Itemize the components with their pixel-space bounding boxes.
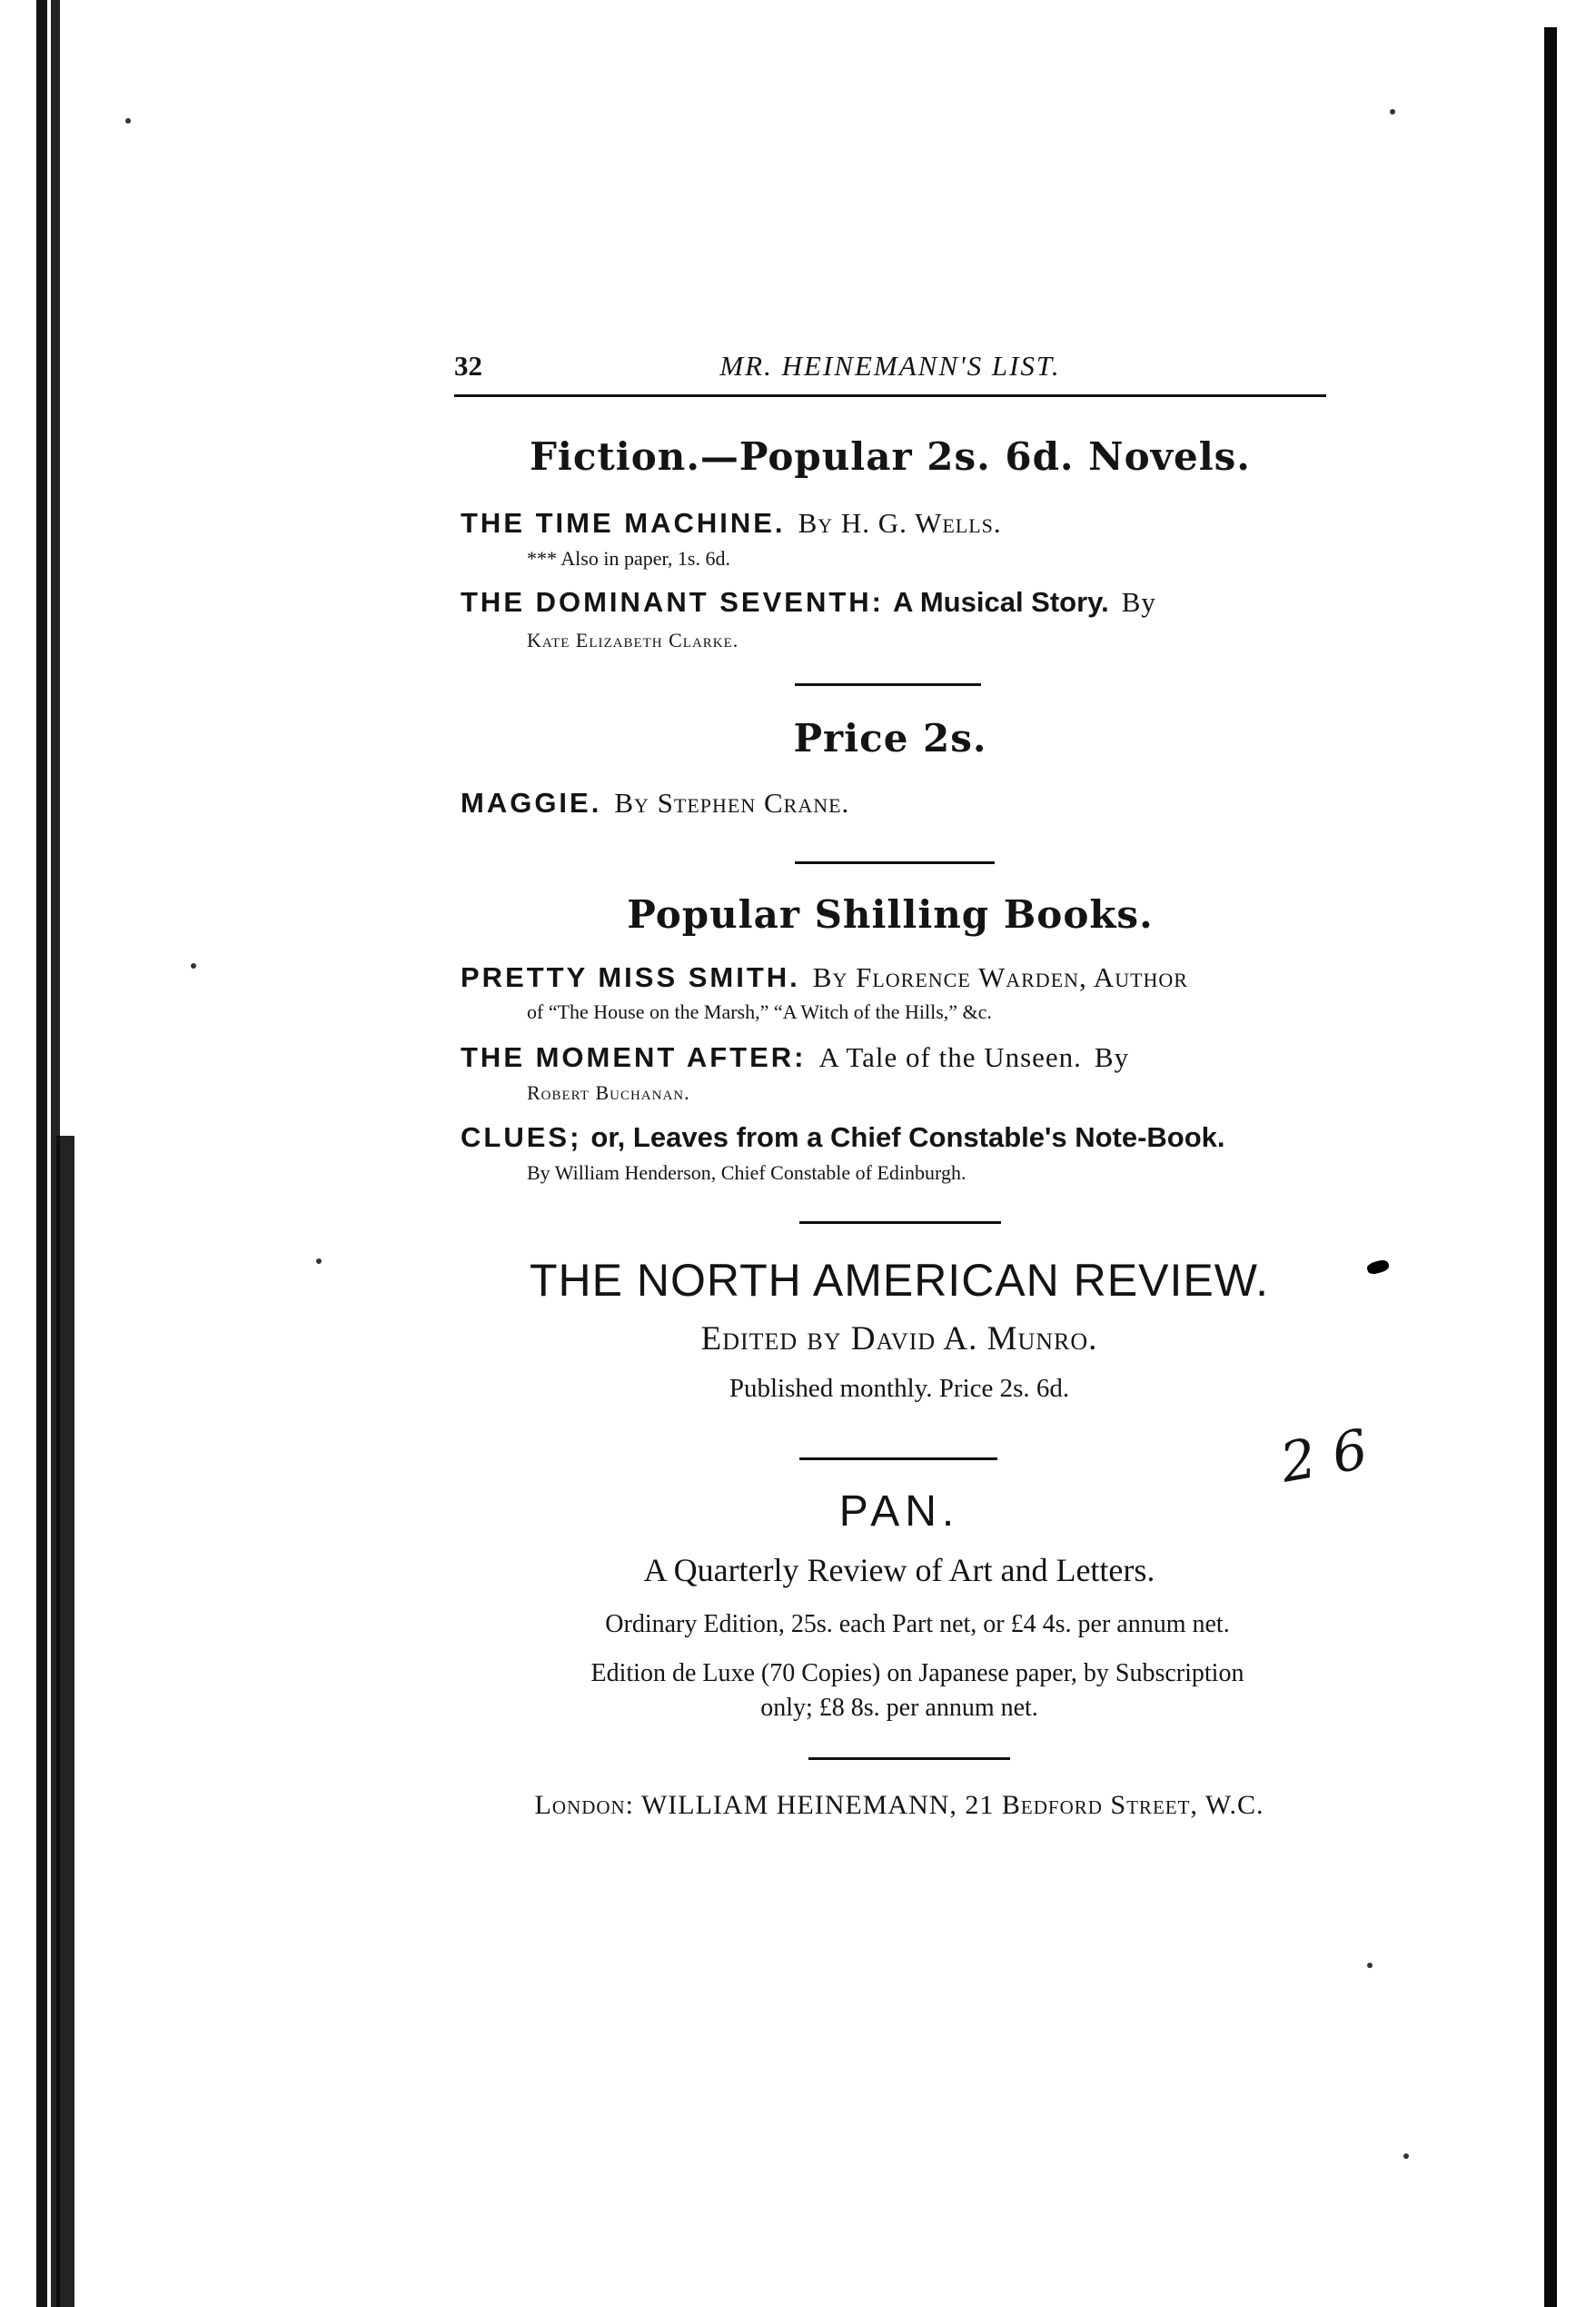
book-author: Robert Buchanan. bbox=[527, 1081, 690, 1104]
pan-luxe-line-1: Edition de Luxe (70 Copies) on Japanese paper, by Subscription bbox=[590, 1659, 1244, 1687]
book-author: Kate Elizabeth Clarke. bbox=[527, 629, 739, 651]
book-byline: By Florence Warden, Author bbox=[812, 961, 1188, 993]
book-entry-title bbox=[461, 507, 1333, 540]
page-number: 32 bbox=[454, 350, 482, 382]
running-title: MR. HEINEMANN'S LIST. bbox=[719, 350, 1061, 382]
section-divider bbox=[799, 1221, 1001, 1224]
book-subtitle: A Musical Story. bbox=[893, 586, 1109, 618]
pan-subtitle: A Quarterly Review of Art and Letters. bbox=[643, 1552, 1155, 1588]
book-title: MAGGIE. bbox=[461, 787, 602, 819]
review-editor: Edited by David A. Munro. bbox=[700, 1320, 1098, 1357]
book-note: *** Also in paper, 1s. 6d. bbox=[527, 547, 730, 570]
ink-blot bbox=[1366, 1258, 1391, 1276]
fiction-heading: Fiction.—Popular 2s. 6d. Novels. bbox=[530, 434, 1251, 479]
publisher-imprint: London: WILLIAM HEINEMANN, 21 Bedford Street, W.C. bbox=[534, 1790, 1264, 1820]
scan-speck bbox=[1367, 1963, 1373, 1968]
shilling-heading: Popular Shilling Books. bbox=[627, 892, 1154, 937]
price-heading: Price 2s. bbox=[793, 716, 987, 761]
book-subtitle: A Tale of the Unseen. bbox=[818, 1041, 1082, 1073]
book-by: By bbox=[1121, 586, 1156, 618]
book-note: of “The House on the Marsh,” “A Witch of the Hills,” &c. bbox=[527, 1000, 992, 1023]
section-divider bbox=[799, 1457, 997, 1460]
section-divider bbox=[795, 861, 995, 864]
book-byline: By H. G. Wells. bbox=[798, 507, 1002, 539]
page-header bbox=[454, 350, 1326, 397]
book-entry-title bbox=[461, 961, 1333, 994]
book-byline: By Stephen Crane. bbox=[614, 787, 850, 819]
scan-margin-right bbox=[1544, 27, 1557, 2307]
book-entry-title bbox=[461, 1121, 1333, 1154]
book-title: THE DOMINANT SEVENTH: bbox=[461, 586, 884, 618]
pan-luxe-line-2: only; £8 8s. per annum net. bbox=[760, 1694, 1038, 1722]
book-title: THE MOMENT AFTER: bbox=[461, 1041, 807, 1073]
scan-speck bbox=[1390, 109, 1395, 114]
scan-speck bbox=[1403, 2153, 1409, 2159]
book-entry-title bbox=[461, 586, 1333, 619]
book-title: PRETTY MISS SMITH. bbox=[461, 961, 800, 993]
pan-title: PAN. bbox=[838, 1487, 960, 1536]
scan-speck bbox=[125, 118, 131, 124]
review-price: Published monthly. Price 2s. 6d. bbox=[729, 1374, 1070, 1403]
book-title: THE TIME MACHINE. bbox=[461, 507, 786, 539]
scan-speck bbox=[191, 963, 196, 969]
book-title: CLUES; bbox=[461, 1121, 582, 1153]
scan-speck bbox=[316, 1258, 322, 1264]
book-note: By William Henderson, Chief Constable of Edinburgh. bbox=[527, 1161, 967, 1184]
scan-margin-left-inner bbox=[56, 1136, 74, 2307]
pan-edition-line: Ordinary Edition, 25s. each Part net, or £4 4s. per annum net. bbox=[605, 1610, 1230, 1638]
header-rule bbox=[454, 394, 1326, 397]
book-subtitle: or, Leaves from a Chief Constable's Note-Book. bbox=[590, 1121, 1225, 1153]
review-title: THE NORTH AMERICAN REVIEW. bbox=[529, 1255, 1270, 1306]
book-entry-title bbox=[461, 1041, 1333, 1074]
book-entry-title bbox=[461, 787, 1333, 820]
section-divider bbox=[808, 1757, 1010, 1760]
section-divider bbox=[795, 683, 981, 686]
book-by: By bbox=[1094, 1041, 1130, 1073]
handwritten-annotation: 2 6 bbox=[1275, 1417, 1373, 1496]
